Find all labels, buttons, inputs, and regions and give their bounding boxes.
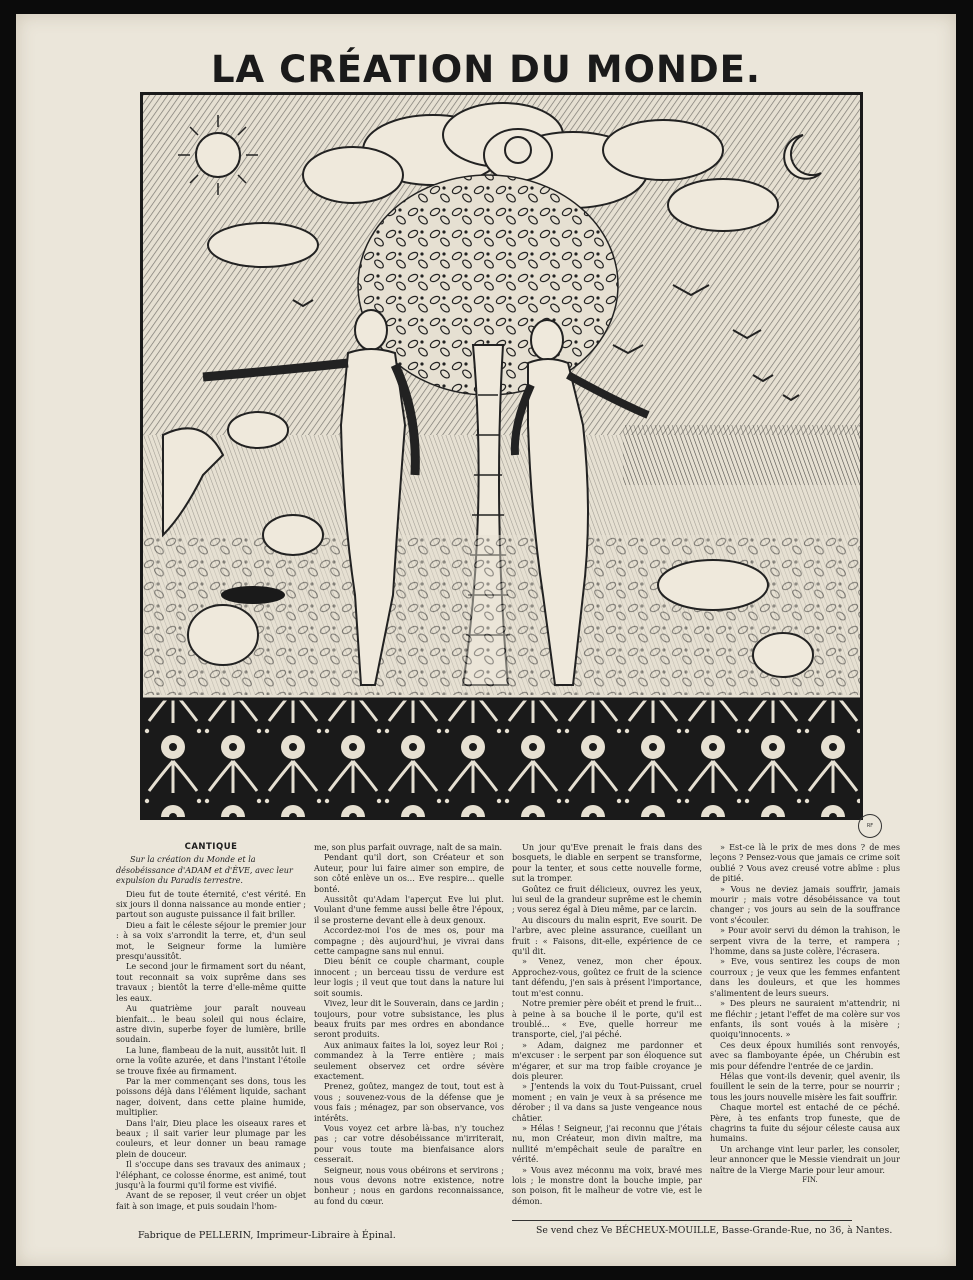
column-4 [710,842,900,1185]
cantique-heading: CANTIQUE [184,842,238,852]
stanza: Au quatrième jour paraît nouveau bienfait… le beau soleil qui nous éclaire, astre divin, superbe foyer de lumière, brille soudain. [116,1003,306,1045]
seller-imprint: Se vend chez Ve BÉCHEUX-MOUILLE, Basse-Grande-Rue, no 36, à Nantes. [536,1225,893,1236]
stanza: Aux animaux faites la loi, soyez leur Roi ; commandez à la Terre entière ; mais seulement observez cet ordre sévère exactement. [314,1039,504,1081]
stanza: Dieu a fait le céleste séjour le premier jour : à sa voix s'arrondit la terre, et, d'un seul mot, le Seigneur forme la lumière presqu'aussitôt. [116,919,306,962]
library-stamp: RF [858,814,882,838]
column-1 [116,842,306,1211]
stanza: » Des pleurs ne sauraient m'attendrir, ni me fléchir ; jetant l'effet de ma colère sur vos enfants, ils sont voués à la misère ; quoiqu'innocents. » [710,998,900,1040]
stanza: Prenez, goûtez, mangez de tout, tout est à vous ; souvenez-vous de la défense que je vous fais ; ménagez, par son observance, vos intérêts. [314,1081,504,1123]
stanza: Un archange vint leur parler, les consoler, leur annoncer que le Messie viendrait un jour naître de la Vierge Marie pour leur amour. [710,1143,900,1175]
stanza: Vous voyez cet arbre là-bas, n'y touchez pas ; car votre désobéissance m'irriterait, pour vous toute ma bienfaisance alors cesserait. [314,1122,504,1165]
stanza: me, son plus parfait ouvrage, naît de sa main. [314,842,503,852]
stanza: Ces deux époux humiliés sont renvoyés, avec sa flamboyante épée, un Chérubin est mis pour défendre l'entrée de ce jardin. [710,1039,900,1071]
stanza: Un jour qu'Eve prenait le frais dans des bosquets, le diable en serpent se transforme, pour la tenter, et sous cette nouvelle forme, sut la tromper. [512,842,702,884]
cantique-subtitle: Sur la création du Monde et la désobéissance d'ADAM et d'ÈVE, avec leur expulsion du Paradis terrestre. [116,854,293,886]
stanza: » Venez, venez, mon cher époux. Approchez-vous, goûtez ce fruit de la science tant défendu, j'en sais à présent l'importance, tout m'est connu. [512,956,702,998]
woodcut-illustration [140,92,863,820]
stanza: Il s'occupe dans ses travaux des animaux ; l'éléphant, ce colosse énorme, est animé, tout jusqu'à la fourmi qu'il forme est vivifié. [116,1159,306,1190]
footer-divider [512,1220,852,1221]
column-3 [512,842,702,1206]
stanza: Par la mer commençant ses dons, tous les poissons déjà dans l'élément liquide, sachant nager, doivent, dans cette plaine humide, multiplier. [116,1075,306,1118]
stanza: » J'entends la voix du Tout-Puissant, cruel moment ; en vain je veux à sa présence me dérober ; il va dans sa juste vengeance nous châtier. [512,1081,702,1123]
stanza: » Vous ne deviez jamais souffrir, jamais mourir ; mais votre désobéissance va tout changer ; vos jours au sein de la souffrance vont s'écouler. [710,883,900,925]
stanza: » Vous avez méconnu ma voix, bravé mes lois ; le monstre dont la bouche impie, par son poison, fit le malheur de votre vie, est le démon. [512,1164,702,1206]
stanza: La lune, flambeau de la nuit, aussitôt luit. Il orne la voûte azurée, et dans l'instant l'étoile se trouve fixée au firmament. [116,1044,306,1076]
page-title: LA CRÉATION DU MONDE. [210,48,761,91]
stanza: Le second jour le firmament sort du néant, tout reconnait sa voix suprême dans ses travaux ; bientôt la terre d'elle-même quitte les eaux. [116,961,306,1003]
sun-icon [178,115,258,195]
stanza: Aussitôt qu'Adam l'aperçut Eve lui plut. Voulant d'une femme aussi belle être l'époux, il se prosterne devant elle à deux genoux. [314,894,504,925]
broadside-sheet [16,14,956,1266]
stanza: » Adam, daignez me pardonner et m'excuser : le serpent par son éloquence sut m'égarer, et sur ma trop faible croyance je dois pleurer. [512,1039,702,1081]
stanza: Notre premier père obéit et prend le fruit… à peine à sa bouche il le porte, qu'il est troublé… « Eve, quelle horreur me transporte, ciel, j'ai péché. [512,998,702,1040]
stanza: Goûtez ce fruit délicieux, ouvrez les yeux, lui seul de la grandeur suprême est le chemin ; vous serez égal à Dieu même, par ce larcin. [512,883,702,915]
stanza: » Hélas ! Seigneur, j'ai reconnu que j'étais nu, mon Créateur, mon divin maître, ma nullité m'empêchait seule de paraître en vérité. [512,1122,702,1165]
column-2 [314,842,504,1206]
stanza: Dieu fut de toute éternité, c'est vérité. En six jours il donna naissance au monde entier ; partout son auguste puissance il fait briller. [116,888,306,920]
stanza: Avant de se reposer, il veut créer un objet fait à son image, et puis soudain l'hom- [116,1190,306,1211]
stanza: Au discours du malin esprit, Eve sourit. De l'arbre, avec pleine assurance, cueillant un fruit : « Faisons, dit-elle, expérience de ce qu'il dit. [512,914,702,957]
stanza: » Pour avoir servi du démon la trahison, le serpent vivra de la terre, et rampera ; l'homme, dans sa juste colère, l'écrasera. [710,925,900,957]
printer-imprint: Fabrique de PELLERIN, Imprimeur-Libraire à Épinal. [138,1230,396,1241]
stanza: Hélas que vont-ils devenir, quel avenir, ils fouillent le sein de la terre, pour se nourrir ; tous les jours nouvelle misère les fait souffrir. [710,1070,900,1102]
cantique-text [16,838,956,1228]
stanza: Dieu bénit ce couple charmant, couple innocent ; un berceau tissu de verdure est leur logis ; il veut que tout dans la nature lui soit soumis. [314,956,504,998]
stanza: Vivez, leur dit le Souverain, dans ce jardin ; toujours, pour votre subsistance, les plus beaux fruits par mes ordres en abondance seront produits. [314,998,504,1040]
woodcut-drawing [143,95,860,817]
stanza: Dans l'air, Dieu place les oiseaux rares et beaux ; il sait varier leur plumage par les couleurs, et leur donner un beau ramage plein de douceur. [116,1117,306,1159]
stanza: Pendant qu'il dort, son Créateur et son Auteur, pour lui faire aimer son empire, de son côté enlève un os… Eve respire… quelle bonté. [314,852,504,894]
stanza: Chaque mortel est entaché de ce péché. Père, à tes enfants trop funeste, que de chagrins ta fuite du séjour céleste causa aux humains. [710,1102,900,1144]
stanza: Accordez-moi l'os de mes os, pour ma compagne ; dès aujourd'hui, je vivrai dans cette campagne sans nul ennui. [314,925,504,957]
stanza: » Eve, vous sentirez les coups de mon courroux ; je veux que les femmes enfantent dans les douleurs, et que les hommes s'alimentent de leurs sueurs. [710,956,900,998]
stanza: » Est-ce là le prix de mes dons ? de mes leçons ? Pensez-vous que jamais ce crime soit oublié ? Vous avez creusé votre abîme : plus de pitié. [710,842,900,884]
stanza: Seigneur, nous vous obéirons et servirons ; nous vous devons notre existence, notre bonheur ; nous en gardons reconnaissance, au fond du cœur. [314,1164,504,1206]
fin-label: FIN. [802,1176,818,1184]
